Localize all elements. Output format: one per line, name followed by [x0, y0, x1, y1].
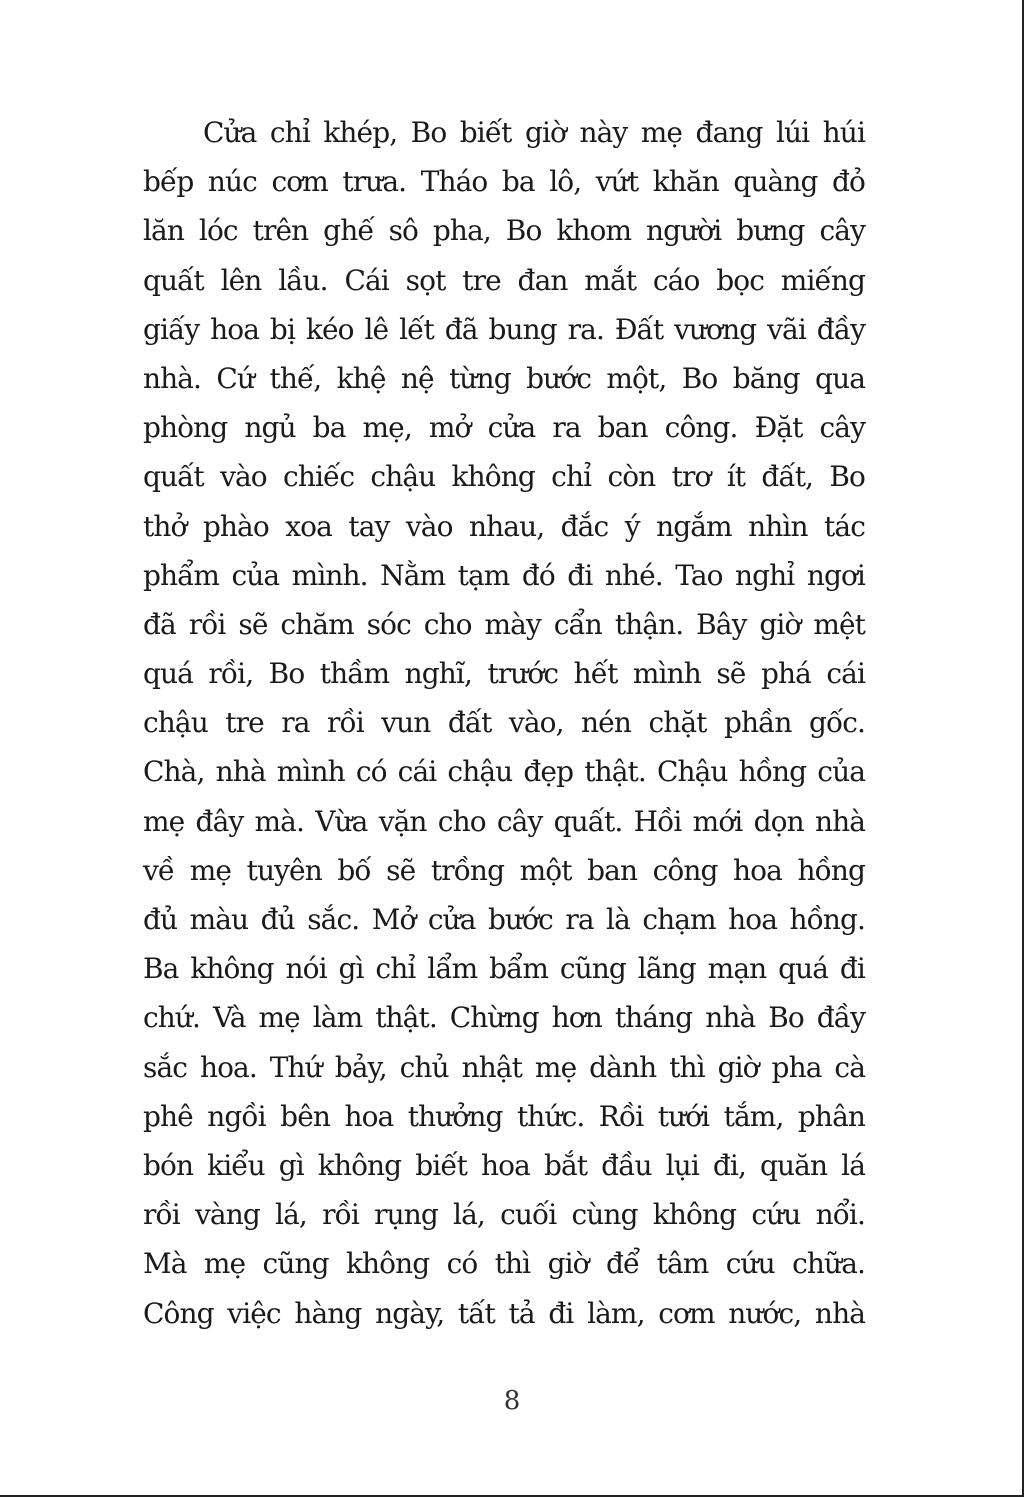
text-line: lăn lóc trên ghế sô pha, Bo khom người bưng cây: [143, 214, 865, 248]
text-line: thở phào xoa tay vào nhau, đắc ý ngắm nhìn tác: [143, 509, 865, 543]
body-text: [143, 108, 865, 1338]
text-line: bếp núc cơm trưa. Tháo ba lô, vứt khăn quàng đỏ: [143, 165, 865, 199]
text-line: chậu tre ra rồi vun đất vào, nén chặt phần gốc.: [143, 706, 865, 740]
text-line: phẩm của mình. Nằm tạm đó đi nhé. Tao nghỉ ngơi: [143, 558, 865, 592]
text-line: chứ. Và mẹ làm thật. Chừng hơn tháng nhà Bo đầy: [143, 1001, 865, 1035]
text-line: đủ màu đủ sắc. Mở cửa bước ra là chạm hoa hồng.: [143, 903, 865, 936]
text-line: Ba không nói gì chỉ lẩm bẩm cũng lãng mạn quá đi: [143, 952, 865, 986]
text-line: quất lên lầu. Cái sọt tre đan mắt cáo bọc miếng: [143, 263, 865, 297]
text-line: giấy hoa bị kéo lê lết đã bung ra. Đất vương vãi đầy: [143, 312, 865, 346]
text-line: bón kiểu gì không biết hoa bắt đầu lụi đi, quăn lá: [143, 1148, 865, 1182]
text-line: Công việc hàng ngày, tất tả đi làm, cơm nước, nhà: [143, 1296, 865, 1330]
page-number: 8: [503, 1386, 521, 1416]
text-line: quá rồi, Bo thầm nghĩ, trước hết mình sẽ phá cái: [143, 657, 865, 691]
text-line: về mẹ tuyên bố sẽ trồng một ban công hoa hồng: [143, 853, 865, 887]
text-line: quất vào chiếc chậu không chỉ còn trơ ít đất, Bo: [143, 460, 865, 494]
text-line: đã rồi sẽ chăm sóc cho mày cẩn thận. Bây giờ mệt: [143, 607, 865, 641]
text-line: nhà. Cứ thế, khệ nệ từng bước một, Bo băng qua: [143, 361, 865, 395]
text-line: phê ngồi bên hoa thưởng thức. Rồi tưới tắm, phân: [143, 1099, 865, 1133]
text-line: Chà, nhà mình có cái chậu đẹp thật. Chậu hồng của: [143, 755, 865, 789]
text-line: sắc hoa. Thứ bảy, chủ nhật mẹ dành thì giờ pha cà: [143, 1050, 865, 1084]
text-line: Mà mẹ cũng không có thì giờ để tâm cứu chữa.: [143, 1247, 865, 1281]
text-line: Cửa chỉ khép, Bo biết giờ này mẹ đang lúi húi: [203, 116, 865, 149]
text-line: rồi vàng lá, rồi rụng lá, cuối cùng không cứu nổi.: [143, 1198, 865, 1232]
text-line: phòng ngủ ba mẹ, mở cửa ra ban công. Đặt cây: [143, 411, 865, 445]
text-line: mẹ đây mà. Vừa vặn cho cây quất. Hồi mới dọn nhà: [143, 804, 865, 838]
